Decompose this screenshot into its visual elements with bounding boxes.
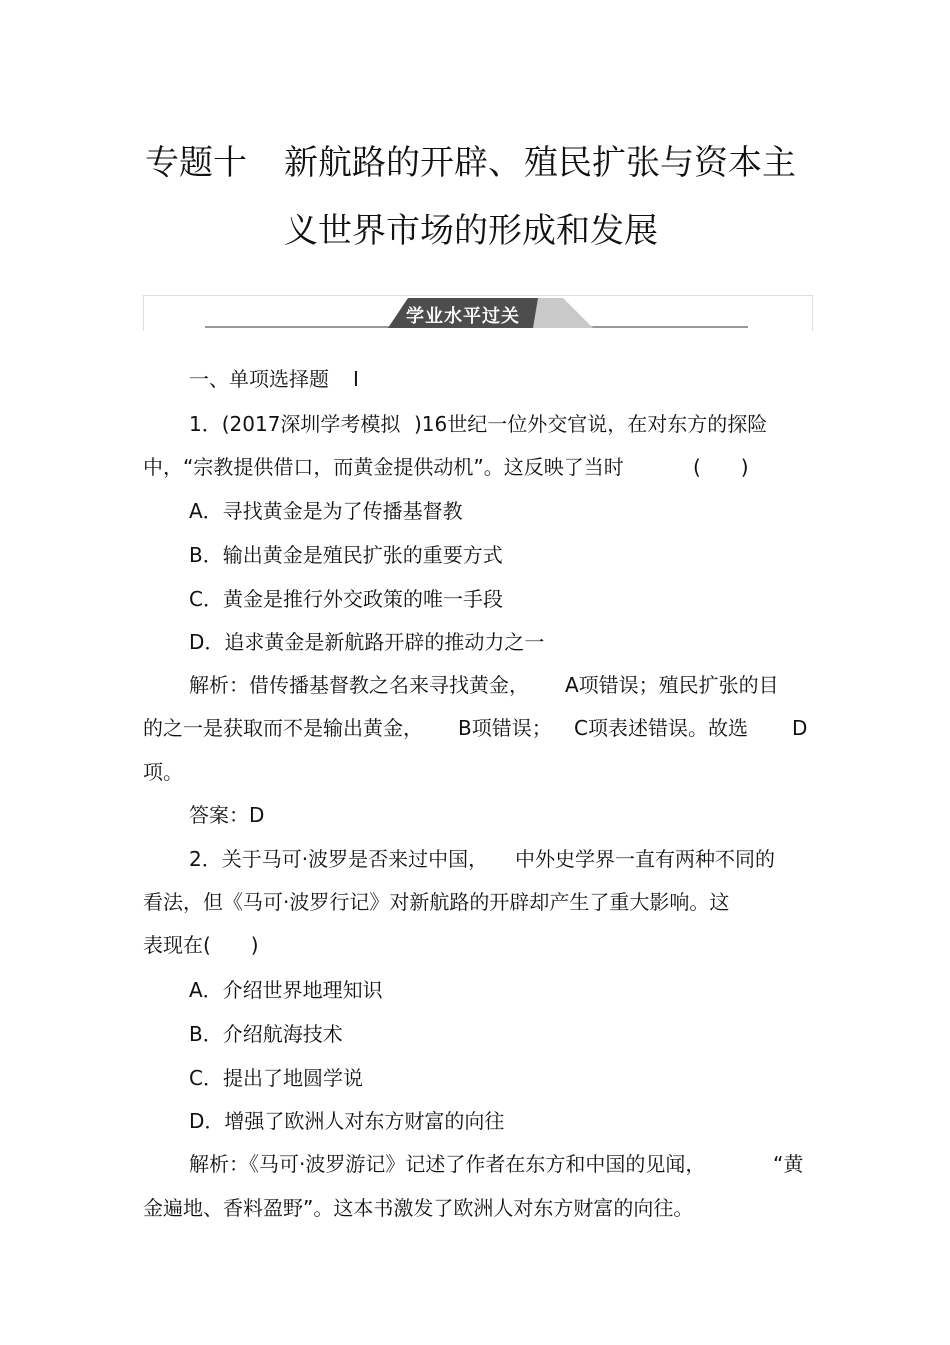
q1-stem-part: 1．(2017深圳学考模拟 <box>189 412 401 436</box>
q2-analysis-part: 解析：《马可·波罗游记》记述了作者在东方和中国的见闻， <box>189 1152 706 1176</box>
section-banner <box>143 295 813 331</box>
q1-analysis-part: C项表述错误。故选 <box>574 716 748 740</box>
q1-analysis-part: D <box>792 716 808 740</box>
q1-answer-blank: ( ) <box>693 455 749 479</box>
section-heading-text: 一、单项选择题 <box>189 367 329 391</box>
q2-analysis-part: “黄 <box>773 1152 804 1176</box>
q1-stem-part: )16世纪一位外交官说，在对东方的探险 <box>414 412 768 436</box>
q1-option-a: A．寻找黄金是为了传播基督教 <box>189 499 463 523</box>
q2-stem-part: 中外史学界一直有两种不同的 <box>515 847 775 871</box>
q2-option-b: B．介绍航海技术 <box>189 1022 343 1046</box>
q2-stem-line2: 看法，但《马可·波罗行记》对新航路的开辟却产生了重大影响。这 <box>143 890 730 914</box>
q1-stem-part: 中，“宗教提供借口，而黄金提供动机”。这反映了当时 <box>143 455 624 479</box>
q1-answer: 答案：D <box>189 803 265 827</box>
q1-analysis-line3: 项。 <box>143 760 183 784</box>
title-topic-number: 专题十 <box>145 143 247 183</box>
q2-stem-line3: 表现在( ) <box>143 933 259 957</box>
q1-option-b: B．输出黄金是殖民扩张的重要方式 <box>189 543 503 567</box>
q2-option-a: A．介绍世界地理知识 <box>189 978 383 1002</box>
q2-option-d: D．增强了欧洲人对东方财富的向往 <box>189 1109 505 1133</box>
q2-stem-part: 2．关于马可·波罗是否来过中国， <box>189 847 489 871</box>
q1-analysis-part: B项错误； <box>458 716 552 740</box>
q1-option-d: D．追求黄金是新航路开辟的推动力之一 <box>189 630 545 654</box>
section-roman: Ⅰ <box>353 367 359 391</box>
q2-option-c: C．提出了地圆学说 <box>189 1066 363 1090</box>
title-part: 义世界市场的形成和发展 <box>284 211 658 251</box>
q1-analysis-part: 解析：借传播基督教之名来寻找黄金， <box>189 673 529 697</box>
title-part: 殖民扩张与资本主 <box>524 143 796 183</box>
q1-analysis-part: A项错误；殖民扩张的目 <box>565 673 779 697</box>
q1-option-c: C．黄金是推行外交政策的唯一手段 <box>189 587 503 611</box>
q1-analysis-part: 的之一是获取而不是输出黄金， <box>143 716 423 740</box>
q2-analysis-line2: 金遍地、香料盈野”。这本书激发了欧洲人对东方财富的向往。 <box>143 1196 694 1220</box>
banner-label: 学业水平过关 <box>406 306 520 327</box>
title-part: 新航路的开辟、 <box>284 143 522 183</box>
